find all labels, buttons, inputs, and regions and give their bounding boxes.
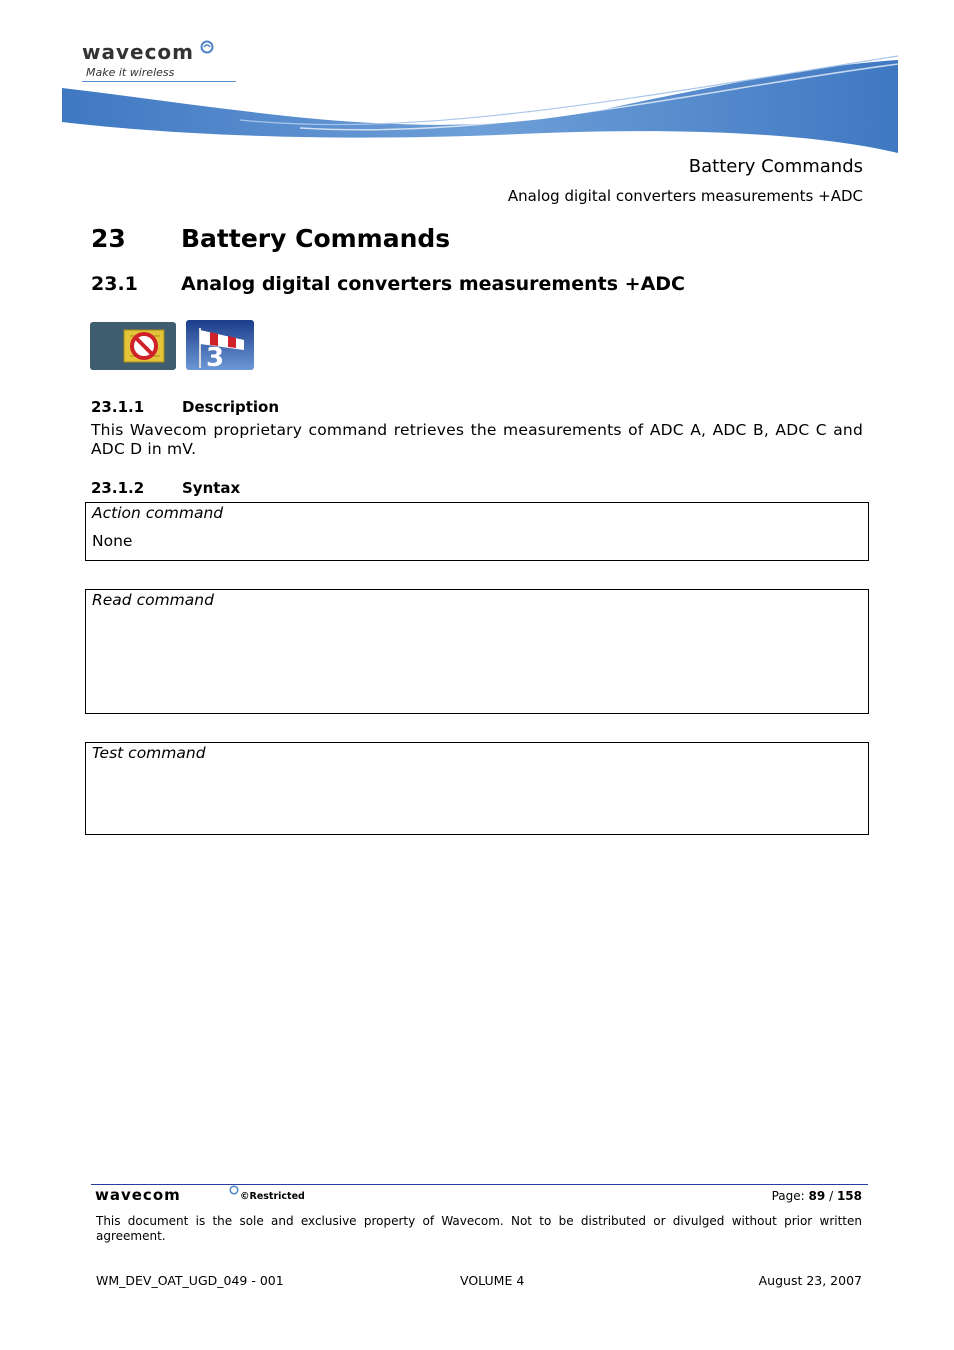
svg-text:3: 3: [206, 343, 225, 370]
restricted-label: ©Restricted: [240, 1191, 305, 1202]
page-separator: /: [829, 1189, 834, 1203]
running-header-subtitle: Analog digital converters measurements +ADC: [507, 187, 863, 205]
total-pages: 158: [836, 1189, 862, 1203]
description-title: Description: [182, 398, 280, 416]
header-swoosh: [0, 50, 954, 160]
subsection-number: 23.1: [91, 273, 138, 295]
syntax-heading: [91, 479, 240, 497]
windsock-3-icon: [186, 320, 254, 370]
footer-rule: [91, 1184, 868, 1185]
running-header-title: Battery Commands: [688, 156, 863, 177]
action-command-value: None: [92, 532, 133, 550]
logo-text: wavecom: [82, 40, 195, 64]
subsection-title: Analog digital converters measurements +ADC: [181, 273, 685, 295]
action-command-box: [85, 502, 869, 561]
read-command-box: [85, 589, 869, 714]
read-command-label: Read command: [92, 591, 214, 609]
confidentiality-notice: This document is the sole and exclusive property of Wavecom. Not to be distributed or divulged without prior written agreement.: [96, 1214, 862, 1243]
section-title: Battery Commands: [181, 224, 451, 253]
page-number: [772, 1189, 862, 1203]
section-number: 23: [91, 224, 126, 253]
footer-logo: [95, 1186, 181, 1204]
description-text: This Wavecom proprietary command retrieves the measurements of ADC A, ADC B, ADC C and ADC D in mV.: [91, 421, 863, 458]
document-date: August 23, 2007: [758, 1273, 862, 1288]
footer-logo-swirl-icon: [229, 1185, 239, 1195]
action-command-label: Action command: [92, 504, 224, 522]
sim-not-required-icon: [90, 322, 176, 370]
syntax-title: Syntax: [182, 479, 241, 497]
description-heading: [91, 398, 279, 416]
section-heading: [91, 224, 450, 253]
subsection-heading: [91, 273, 685, 295]
footer-logo-text: wavecom: [95, 1186, 181, 1204]
description-number: 23.1.1: [91, 398, 145, 416]
page-label: Page:: [771, 1189, 805, 1203]
document-id: WM_DEV_OAT_UGD_049 - 001: [96, 1273, 284, 1288]
test-command-label: Test command: [92, 744, 206, 762]
syntax-number: 23.1.2: [91, 479, 145, 497]
logo-tagline: Make it wireless: [86, 66, 175, 79]
test-command-box: [85, 742, 869, 835]
volume: VOLUME 4: [460, 1273, 525, 1288]
current-page: 89: [808, 1189, 826, 1203]
